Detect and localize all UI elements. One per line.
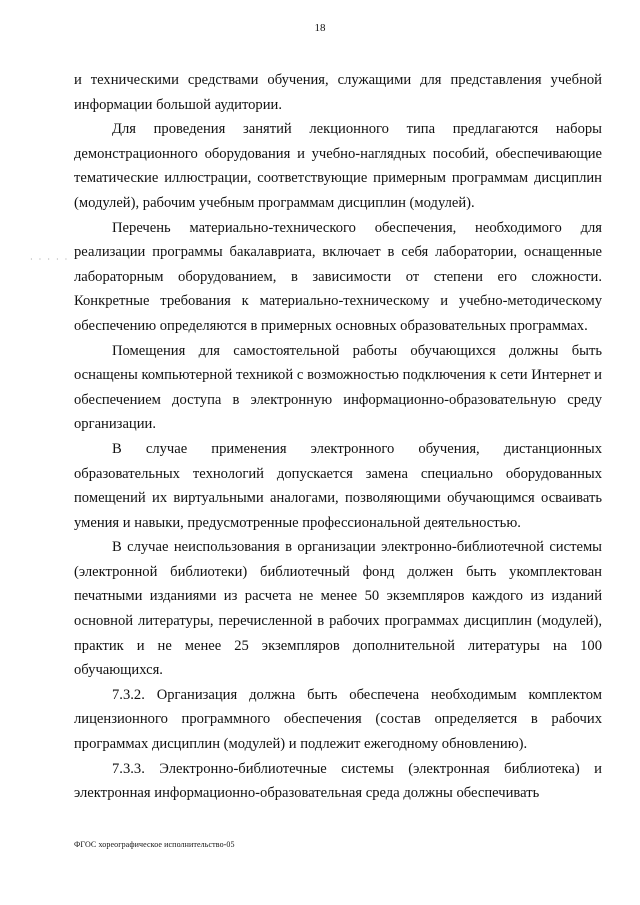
- paragraph-5: В случае применения электронного обучения, дистанционных образовательных технологий допускается замена специально оборудованных помещений их виртуальными аналогами, позволяющими обучающимся осваивать умения и навыки, предусмотренные профессиональной деятельностью.: [74, 440, 602, 531]
- paragraph-6: В случае неиспользования в организации электронно-библиотечной системы (электронной библиотеки) библиотечный фонд должен быть укомплектован печатными изданиями из расчета не менее 50 экземпляров каждого из изданий основной литературы, перечисленной в рабочих программах дисциплин (модулей), практик и не менее 25 экземпляров дополнительной литературы на 100 обучающихся.: [74, 539, 602, 679]
- paragraph-3: Перечень материально-технического обеспечения, необходимого для реализации программы бакалавриата, включает в себя лаборатории, оснащенные лабораторным оборудованием, в зависимости от степени его сложности. Конкретные требования к материально-техническому и учебно-методическому обеспечению определяются в примерных основных образовательных программах.: [74, 219, 602, 334]
- paragraph-8: 7.3.3. Электронно-библиотечные системы (электронная библиотека) и электронная информационно-образовательная среда должны обеспечивать: [74, 760, 602, 802]
- margin-marks: · · · · ·: [30, 255, 70, 264]
- paragraph-4: Помещения для самостоятельной работы обучающихся должны быть оснащены компьютерной техникой с возможностью подключения к сети Интернет и обеспечением доступа в электронную информационно-образовательную среду организации.: [74, 342, 602, 433]
- paragraph-2: Для проведения занятий лекционного типа предлагаются наборы демонстрационного оборудования и учебно-наглядных пособий, обеспечивающие тематические иллюстрации, соответствующие примерным программам дисциплин (модулей), рабочим учебным программам дисциплин (модулей).: [74, 121, 602, 211]
- paragraph-7: 7.3.2. Организация должна быть обеспечена необходимым комплектом лицензионного программного обеспечения (состав определяется в рабочих программах дисциплин (модулей) и подлежит ежегодному обновлению).: [74, 686, 602, 753]
- paragraph-1: и техническими средствами обучения, служащими для представления учебной информации большой аудитории.: [74, 72, 602, 113]
- footer-document-code: ФГОС хореографическое исполнительство-05: [74, 840, 235, 849]
- page-number: 18: [314, 22, 326, 34]
- document-body: [74, 68, 602, 806]
